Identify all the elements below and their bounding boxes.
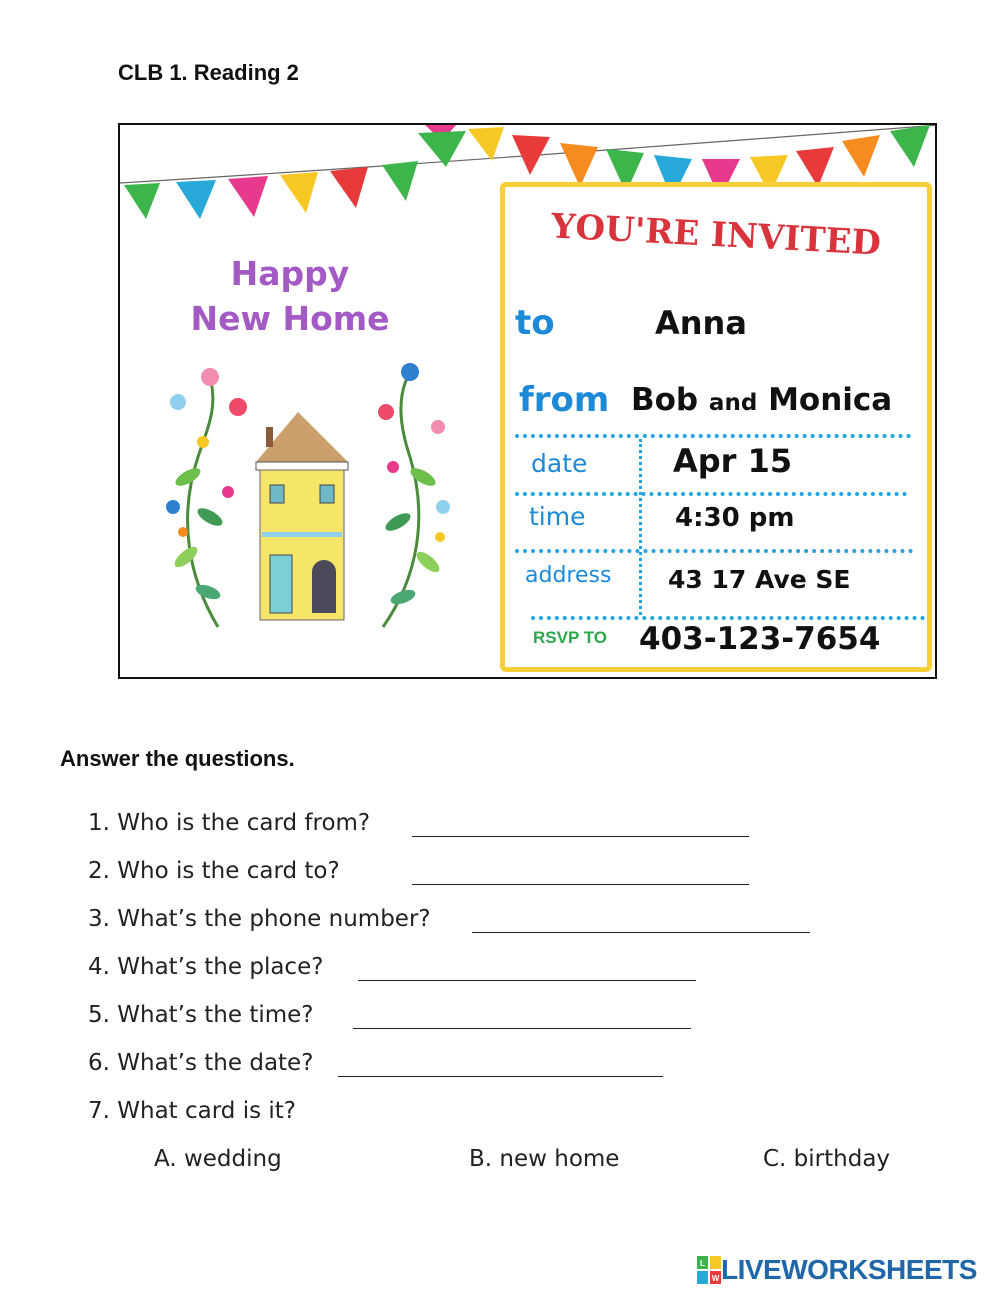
rsvp-value: 403-123-7654 xyxy=(639,621,881,657)
divider xyxy=(515,492,907,496)
option-c[interactable]: C. birthday xyxy=(763,1146,891,1172)
question-4: 4. What’s the place? xyxy=(88,954,324,980)
date-value: Apr 15 xyxy=(673,442,793,480)
time-value: 4:30 pm xyxy=(675,503,795,533)
option-a[interactable]: A. wedding xyxy=(154,1146,282,1172)
question-2: 2. Who is the card to? xyxy=(88,858,340,884)
question-5: 5. What’s the time? xyxy=(88,1002,314,1028)
page-title: CLB 1. Reading 2 xyxy=(118,60,299,85)
question-6: 6. What’s the date? xyxy=(88,1050,314,1076)
divider xyxy=(515,434,911,438)
date-label: date xyxy=(531,449,588,478)
invitation-card xyxy=(118,123,937,679)
answer-blank-3[interactable] xyxy=(472,932,810,933)
address-value: 43 17 Ave SE xyxy=(668,565,851,594)
invitation-details-panel xyxy=(500,182,932,672)
section-heading: Answer the questions. xyxy=(60,746,295,771)
from-label: from xyxy=(519,380,610,420)
new-home-title: New Home xyxy=(190,299,390,338)
time-label: time xyxy=(529,502,586,531)
logo-letter-w: W xyxy=(711,1274,720,1283)
question-1: 1. Who is the card from? xyxy=(88,810,371,836)
option-b[interactable]: B. new home xyxy=(469,1146,620,1172)
divider xyxy=(531,616,925,620)
youre-invited-title: YOU'RE INVITED xyxy=(550,206,882,264)
liveworksheets-logo-icon xyxy=(697,1256,721,1284)
from-value xyxy=(631,382,892,418)
brand-name: LIVEWORKSHEETS xyxy=(721,1254,977,1285)
happy-title: Happy xyxy=(230,254,350,293)
question-7: 7. What card is it? xyxy=(88,1098,296,1124)
to-value: Anna xyxy=(655,304,747,342)
answer-blank-1[interactable] xyxy=(412,836,749,837)
answer-blank-2[interactable] xyxy=(412,884,749,885)
from-name-1: Bob xyxy=(631,382,699,418)
question-3: 3. What’s the phone number? xyxy=(88,906,431,932)
from-and: and xyxy=(708,390,758,416)
logo-letter-l: L xyxy=(700,1259,705,1268)
house-with-flowers-image xyxy=(148,357,458,637)
answer-blank-6[interactable] xyxy=(338,1076,663,1077)
from-name-2: Monica xyxy=(768,382,893,418)
rsvp-label: RSVP TO xyxy=(533,628,608,647)
to-label: to xyxy=(515,303,555,343)
answer-blank-5[interactable] xyxy=(353,1028,691,1029)
answer-blank-4[interactable] xyxy=(358,980,696,981)
divider xyxy=(515,549,913,553)
address-label: address xyxy=(525,563,612,588)
divider xyxy=(639,439,642,615)
liveworksheets-logo[interactable] xyxy=(697,1255,977,1285)
